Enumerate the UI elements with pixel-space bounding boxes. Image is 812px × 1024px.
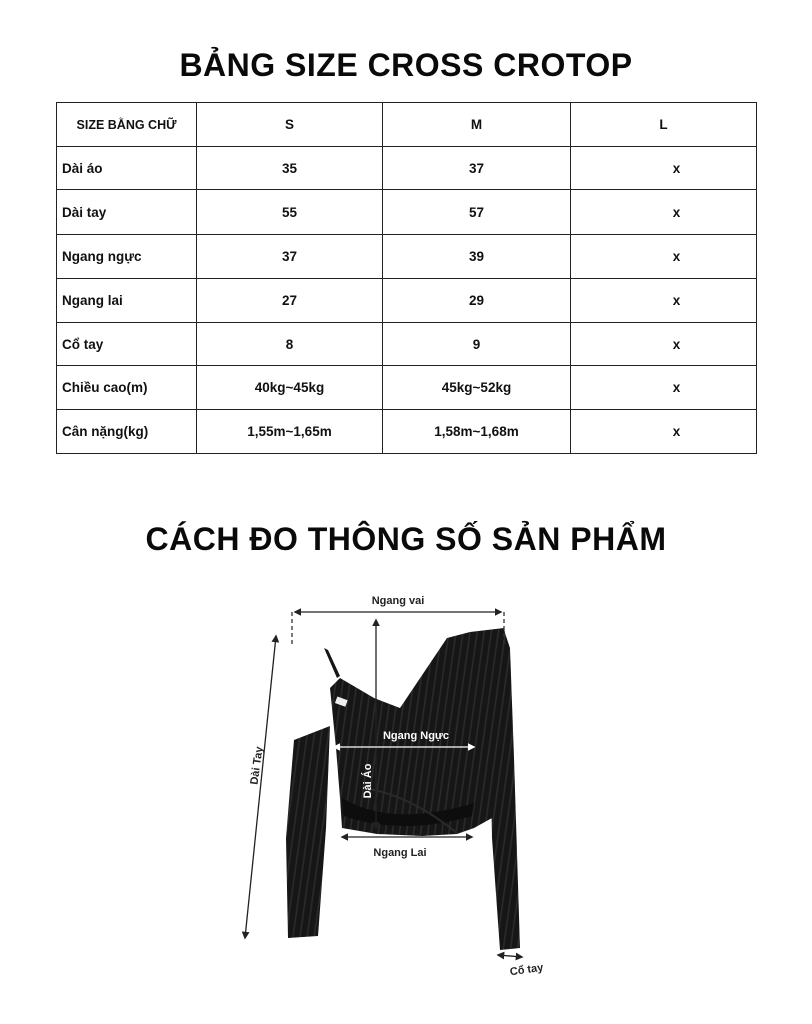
table-row [57,190,757,235]
left-sleeve [286,726,330,938]
cell-l: x [571,190,757,235]
shoulder-label: Ngang vai [371,595,425,607]
row-label: Dài áo [57,147,197,190]
cell-m: 1,58m~1,68m [383,410,571,454]
cell-m: 57 [383,190,571,235]
cuff-arrow [498,955,522,957]
header-cell-l: L [571,103,757,147]
sleeve-length-label: Dài Tay [248,745,266,786]
cell-m: 39 [383,235,571,279]
cell-l: x [571,410,757,454]
cell-m: 45kg~52kg [383,366,571,410]
header-cell-size: SIZE BẰNG CHỮ [57,103,197,147]
header-cell-m: M [383,103,571,147]
cell-s: 8 [197,323,383,366]
cell-l: x [571,323,757,366]
cell-m: 29 [383,279,571,323]
row-label: Ngang lai [57,279,197,323]
cell-s: 37 [197,235,383,279]
cell-m: 9 [383,323,571,366]
size-table [56,102,757,454]
shoulder-strap [324,648,340,678]
cell-s: 1,55m~1,65m [197,410,383,454]
table-row [57,235,757,279]
cell-s: 40kg~45kg [197,366,383,410]
cell-l: x [571,366,757,410]
row-label: Ngang ngực [57,235,197,279]
cell-m: 37 [383,147,571,190]
cell-l: x [571,235,757,279]
cell-l: x [571,279,757,323]
cell-s: 55 [197,190,383,235]
cell-s: 35 [197,147,383,190]
measurement-diagram [242,588,562,983]
table-row [57,410,757,454]
header-cell-s: S [197,103,383,147]
garment-illustration [242,588,562,983]
cell-s: 27 [197,279,383,323]
table-row [57,366,757,410]
row-label: Dài tay [57,190,197,235]
hem-label: Ngang Lai [373,847,427,859]
cell-l: x [571,147,757,190]
table-header-row [57,103,757,147]
table-row [57,323,757,366]
row-label: Cổ tay [57,323,197,366]
table-row [57,279,757,323]
size-chart-title: BẢNG SIZE CROSS CROTOP [179,47,633,83]
table-row [57,147,757,190]
row-label: Chiều cao(m) [57,366,197,410]
chest-label: Ngang Ngực [382,730,450,742]
measure-guide-title: CÁCH ĐO THÔNG SỐ SẢN PHẨM [145,521,667,557]
sleeve-length-arrow [245,636,276,938]
cuff-label: Cổ tay [509,961,545,979]
length-label: Dài Áo [362,763,374,799]
row-label: Cân nặng(kg) [57,410,197,454]
